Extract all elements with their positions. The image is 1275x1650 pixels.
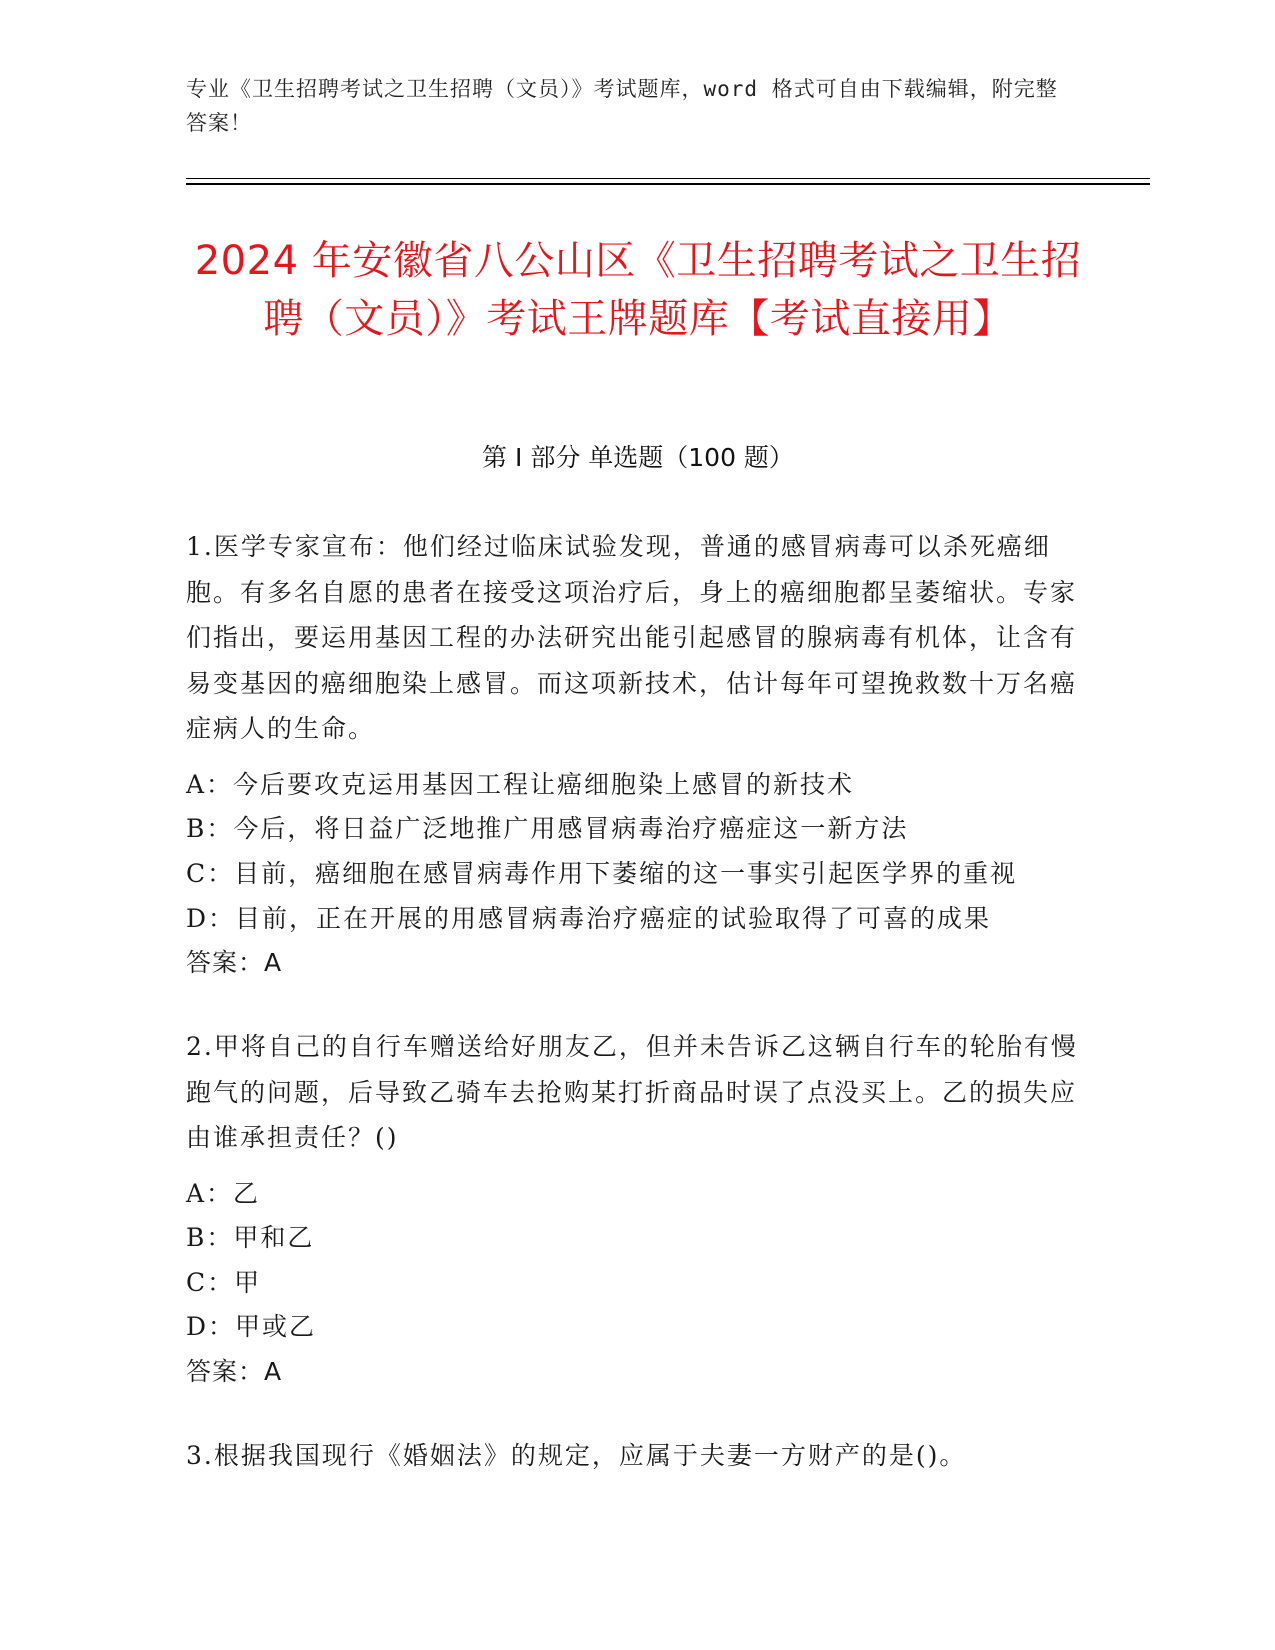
question-1-option-a: A：今后要攻克运用基因工程让癌细胞染上感冒的新技术 [186, 770, 855, 799]
page-title: 2024 年安徽省八公山区《卫生招聘考试之卫生招聘（文员）》考试王牌题库【考试直接用】 [194, 238, 1082, 342]
question-2-option-d: D：甲或乙 [186, 1312, 317, 1341]
question-1-option-b: B：今后，将日益广泛地推广用感冒病毒治疗癌症这一新方法 [186, 814, 909, 843]
question-2-answer: 答案：A [186, 1357, 283, 1386]
header-rule-thin [186, 178, 1150, 179]
header-note: 专业《卫生招聘考试之卫生招聘（文员）》考试题库，word 格式可自由下载编辑，附完整答案！ [186, 77, 1058, 135]
section-heading: 第 I 部分 单选题（100 题） [482, 443, 794, 472]
question-3-text: 3.根据我国现行《婚姻法》的规定，应属于夫妻一方财产的是()。 [186, 1441, 967, 1470]
question-2-option-a: A：乙 [186, 1179, 261, 1208]
question-2-option-b: B：甲和乙 [186, 1223, 315, 1252]
question-1-option-c: C：目前，癌细胞在感冒病毒作用下萎缩的这一事实引起医学界的重视 [186, 859, 1018, 888]
question-2-option-c: C：甲 [186, 1268, 262, 1297]
question-2-text: 2.甲将自己的自行车赠送给好朋友乙，但并未告诉乙这辆自行车的轮胎有慢跑气的问题，后导致乙骑车去抢购某打折商品时误了点没买上。乙的损失应由谁承担责任？() [186, 1032, 1078, 1152]
question-1-answer: 答案：A [186, 948, 283, 977]
header-rule-thick [186, 183, 1150, 185]
question-1-option-d: D：目前，正在开展的用感冒病毒治疗癌症的试验取得了可喜的成果 [186, 904, 992, 933]
question-1-text: 1.医学专家宣布：他们经过临床试验发现，普通的感冒病毒可以杀死癌细胞。有多名自愿的患者在接受这项治疗后，身上的癌细胞都呈萎缩状。专家们指出，要运用基因工程的办法研究出能引起感冒的腺病毒有机体，让含有易变基因的癌细胞染上感冒。而这项新技术，估计每年可望挽救数十万名癌症病人的生命。 [186, 532, 1078, 743]
